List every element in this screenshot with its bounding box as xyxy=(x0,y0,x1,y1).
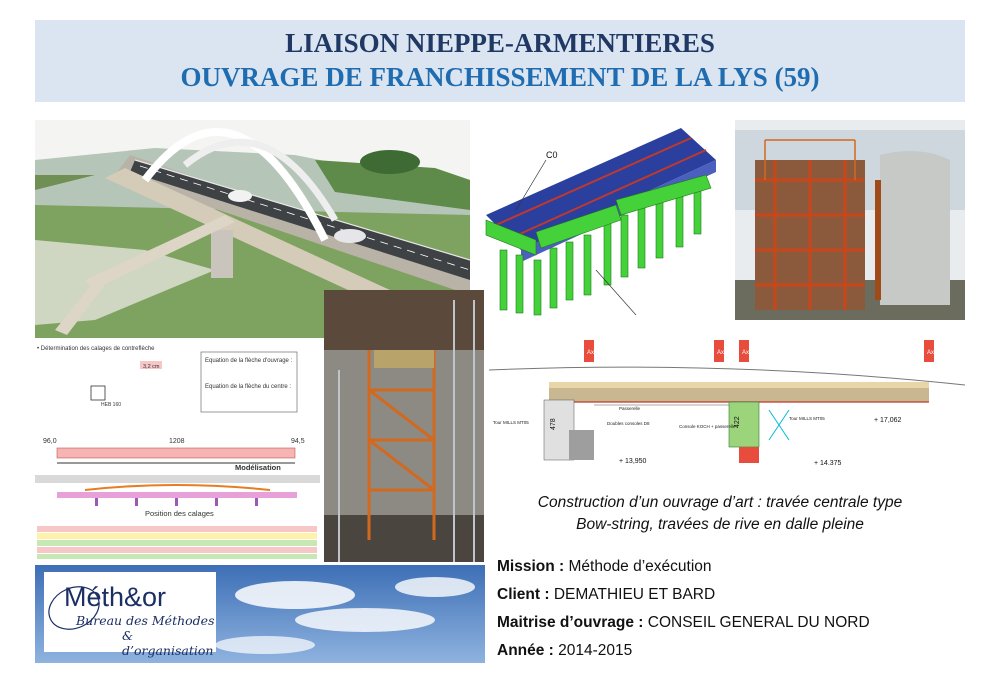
steel-3d-model-image xyxy=(476,120,732,320)
equation-2-title: Equation de la flèche du centre : xyxy=(205,384,292,390)
level-1: + 13,950 xyxy=(619,458,647,465)
year-row xyxy=(497,637,870,665)
logo-name: Méth&or xyxy=(64,582,167,612)
moa-label: Maitrise d’ouvrage : xyxy=(497,614,644,631)
axis-j: Axe J xyxy=(927,350,943,356)
moa-row xyxy=(497,609,870,637)
model-caption: Modélisation xyxy=(235,463,281,472)
client-value: DEMATHIEU ET BARD xyxy=(553,586,716,603)
span-left: 96,0 xyxy=(43,438,57,445)
height-left: 478 xyxy=(550,418,557,430)
title-line-1: LIAISON NIEPPE-ARMENTIERES xyxy=(285,28,715,58)
mission-label: Mission : xyxy=(497,558,565,575)
doubles-label: Doubles consoles D8 xyxy=(607,421,650,426)
level-2: + 14,375 xyxy=(814,460,842,465)
calage-caption: Position des calages xyxy=(145,509,214,518)
deflection-value: 3,2 cm xyxy=(143,364,160,370)
mission-value: Méthode d’exécution xyxy=(568,558,712,575)
axis-h: Axe H xyxy=(717,350,734,356)
height-mid: 422 xyxy=(734,416,741,428)
client-row xyxy=(497,581,870,609)
project-caption xyxy=(495,492,945,536)
calculation-sheet-image xyxy=(35,340,320,562)
mission-row xyxy=(497,553,870,581)
tower-right-label: Tour MILLS MT05 xyxy=(789,416,825,421)
level-3: + 17,062 xyxy=(874,417,902,424)
axis-g: Axe G xyxy=(587,350,604,356)
project-info xyxy=(497,553,870,665)
passerelle-label: Passerelle xyxy=(619,406,641,411)
console-label: Console KOCH + passerelle xyxy=(679,424,736,429)
formwork-photo-image xyxy=(735,120,965,320)
client-label: Client : xyxy=(497,586,550,603)
title-banner xyxy=(35,20,965,102)
calc-title: • Détermination des calages de contreflèche xyxy=(37,346,155,352)
span-right: 94,5 xyxy=(291,438,305,445)
title-line-2: OUVRAGE DE FRANCHISSEMENT DE LA LYS (59) xyxy=(180,62,820,92)
caption-line-1: Construction d’un ouvrage d’art : travée centrale type xyxy=(537,494,903,511)
scaffolding-photo-image xyxy=(324,290,484,562)
equation-1-title: Equation de la flèche d'ouvrage : xyxy=(205,358,293,364)
elevation-drawing-image xyxy=(489,330,965,465)
logo-subtitle-1: Bureau des Méthodes xyxy=(76,613,215,628)
tower-left-label: Tour MILLS MT05 xyxy=(493,420,529,425)
axis-i: Axe I xyxy=(742,350,756,356)
span-mid: 1208 xyxy=(169,438,185,445)
model-label: C0 xyxy=(546,150,558,160)
beam-label: HEB 160 xyxy=(101,402,122,408)
logo-subtitle-2: & d’organisation xyxy=(122,628,214,658)
moa-value: CONSEIL GENERAL DU NORD xyxy=(647,614,870,631)
year-value: 2014-2015 xyxy=(558,642,633,659)
caption-line-2: Bow-string, travées de rive en dalle pleine xyxy=(576,516,864,533)
year-label: Année : xyxy=(497,642,554,659)
methor-logo xyxy=(44,572,216,658)
